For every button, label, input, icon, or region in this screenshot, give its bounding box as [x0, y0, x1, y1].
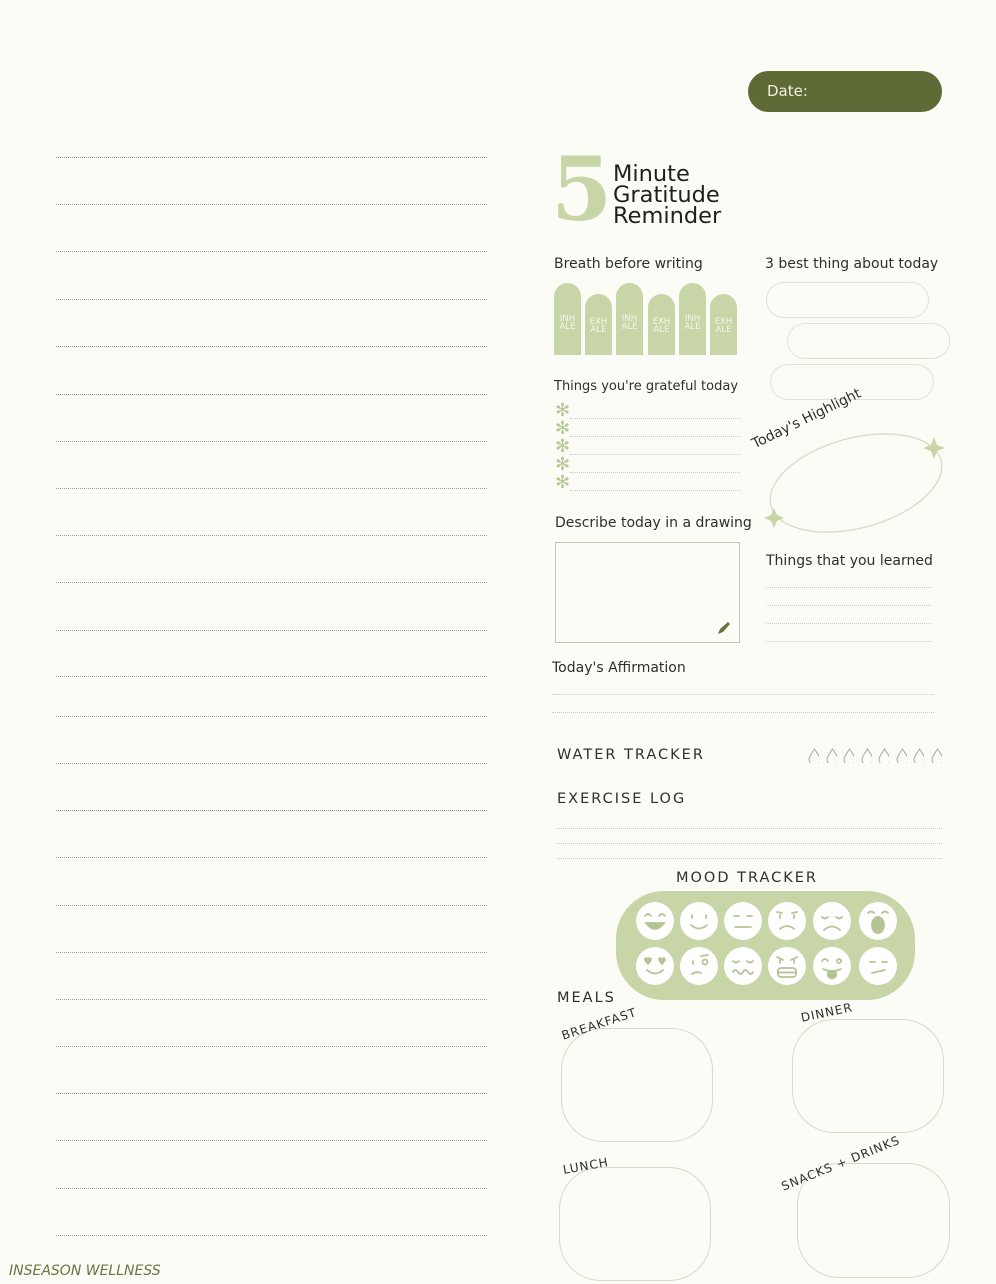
- writing-line[interactable]: [56, 204, 487, 205]
- exercise-heading: EXERCISE LOG: [557, 791, 687, 807]
- water-drop-icon[interactable]: [931, 748, 942, 763]
- grateful-line[interactable]: [570, 454, 740, 455]
- title-line-1: Minute: [613, 161, 690, 187]
- mood-heading: MOOD TRACKER: [676, 870, 818, 886]
- writing-line[interactable]: [56, 905, 487, 906]
- affirmation-line[interactable]: [552, 712, 934, 713]
- dinner-box[interactable]: [792, 1019, 944, 1133]
- mood-neutral-icon[interactable]: [723, 901, 763, 941]
- writing-line[interactable]: [56, 630, 487, 631]
- learned-heading: Things that you learned: [766, 553, 933, 569]
- writing-line[interactable]: [56, 763, 487, 764]
- grateful-line[interactable]: [570, 418, 740, 419]
- asterisk-icon: ✻: [555, 436, 571, 457]
- writing-line[interactable]: [56, 157, 487, 158]
- sparkle-icon: [923, 437, 945, 459]
- writing-line[interactable]: [56, 441, 487, 442]
- snacks-box[interactable]: [797, 1163, 950, 1278]
- grateful-line[interactable]: [570, 472, 740, 473]
- lunch-label: LUNCH: [561, 1155, 610, 1177]
- water-drop-icon[interactable]: [826, 748, 837, 763]
- learned-line[interactable]: [766, 587, 931, 588]
- mood-shocked-icon[interactable]: [858, 901, 898, 941]
- writing-line[interactable]: [56, 1046, 487, 1047]
- writing-line[interactable]: [56, 299, 487, 300]
- affirmation-line[interactable]: [552, 694, 934, 695]
- exercise-line[interactable]: [557, 828, 942, 829]
- mood-tongue-out-icon[interactable]: [812, 946, 852, 986]
- writing-line[interactable]: [56, 857, 487, 858]
- sparkle-icon: [764, 508, 784, 528]
- breath-step: INH ALE: [679, 283, 706, 355]
- breath-step: INH ALE: [554, 283, 581, 355]
- writing-line[interactable]: [56, 1235, 487, 1236]
- grateful-heading: Things you're grateful today: [554, 379, 739, 394]
- writing-line[interactable]: [56, 251, 487, 252]
- writing-line[interactable]: [56, 582, 487, 583]
- exercise-line[interactable]: [557, 843, 942, 844]
- date-field[interactable]: [748, 71, 942, 112]
- title-line-2: Gratitude: [613, 182, 720, 208]
- learned-line[interactable]: [766, 605, 931, 606]
- writing-line[interactable]: [56, 952, 487, 953]
- brand-footer: INSEASON WELLNESS: [9, 1263, 161, 1279]
- exercise-line[interactable]: [557, 858, 942, 859]
- snacks-label: SNACKS + DRINKS: [779, 1133, 903, 1194]
- water-drop-icon[interactable]: [896, 748, 907, 763]
- page-title: [613, 161, 722, 229]
- learned-line[interactable]: [766, 641, 931, 642]
- mood-unimpressed-icon[interactable]: [858, 946, 898, 986]
- grateful-line[interactable]: [570, 490, 740, 491]
- lunch-box[interactable]: [559, 1167, 711, 1281]
- asterisk-icon: ✻: [555, 418, 571, 439]
- writing-line[interactable]: [56, 1188, 487, 1189]
- mood-skeptical-icon[interactable]: [679, 946, 719, 986]
- breath-step: EXH ALE: [710, 294, 737, 355]
- water-drop-icon[interactable]: [913, 748, 924, 763]
- breath-step: EXH ALE: [585, 294, 612, 355]
- breath-step: EXH ALE: [648, 294, 675, 355]
- writing-line[interactable]: [56, 1093, 487, 1094]
- best-thing-field[interactable]: [787, 323, 950, 359]
- water-drop-icon[interactable]: [843, 748, 854, 763]
- drawing-box[interactable]: [555, 542, 740, 643]
- water-drop-icon[interactable]: [808, 748, 819, 763]
- meals-heading: MEALS: [557, 990, 616, 1006]
- writing-line[interactable]: [56, 1140, 487, 1141]
- breath-step: INH ALE: [616, 283, 643, 355]
- mood-sad-icon[interactable]: [812, 901, 852, 941]
- learned-line[interactable]: [766, 623, 931, 624]
- highlight-heading: Today's Highlight: [749, 385, 864, 453]
- mood-angry-icon[interactable]: [767, 946, 807, 986]
- asterisk-icon: ✻: [555, 400, 571, 421]
- writing-line[interactable]: [56, 488, 487, 489]
- writing-line[interactable]: [56, 999, 487, 1000]
- best-things-heading: 3 best thing about today: [765, 256, 939, 272]
- dinner-label: DINNER: [799, 1000, 854, 1025]
- breath-heading: Breath before writing: [554, 256, 703, 272]
- water-drop-icon[interactable]: [878, 748, 889, 763]
- pencil-icon: [716, 620, 732, 636]
- asterisk-icon: ✻: [555, 472, 571, 493]
- mood-wavy-icon[interactable]: [723, 946, 763, 986]
- breakfast-box[interactable]: [561, 1028, 713, 1142]
- writing-line[interactable]: [56, 810, 487, 811]
- best-thing-field[interactable]: [766, 282, 929, 318]
- asterisk-icon: ✻: [555, 454, 571, 475]
- breakfast-label: BREAKFAST: [559, 1005, 639, 1043]
- water-heading: WATER TRACKER: [557, 747, 705, 763]
- drawing-heading: Describe today in a drawing: [555, 515, 752, 531]
- writing-line[interactable]: [56, 716, 487, 717]
- affirmation-heading: Today's Affirmation: [552, 660, 686, 676]
- water-drop-icon[interactable]: [861, 748, 872, 763]
- mood-smiling-icon[interactable]: [679, 901, 719, 941]
- writing-line[interactable]: [56, 346, 487, 347]
- title-number: 5: [551, 137, 613, 241]
- title-line-3: Reminder: [613, 203, 722, 229]
- date-label: Date:: [767, 82, 808, 100]
- writing-line[interactable]: [56, 394, 487, 395]
- mood-frowning-icon[interactable]: [767, 901, 807, 941]
- grateful-line[interactable]: [570, 436, 740, 437]
- mood-grinning-icon[interactable]: [635, 901, 675, 941]
- writing-line[interactable]: [56, 535, 487, 536]
- mood-heart-eyes-icon[interactable]: [635, 946, 675, 986]
- writing-line[interactable]: [56, 676, 487, 677]
